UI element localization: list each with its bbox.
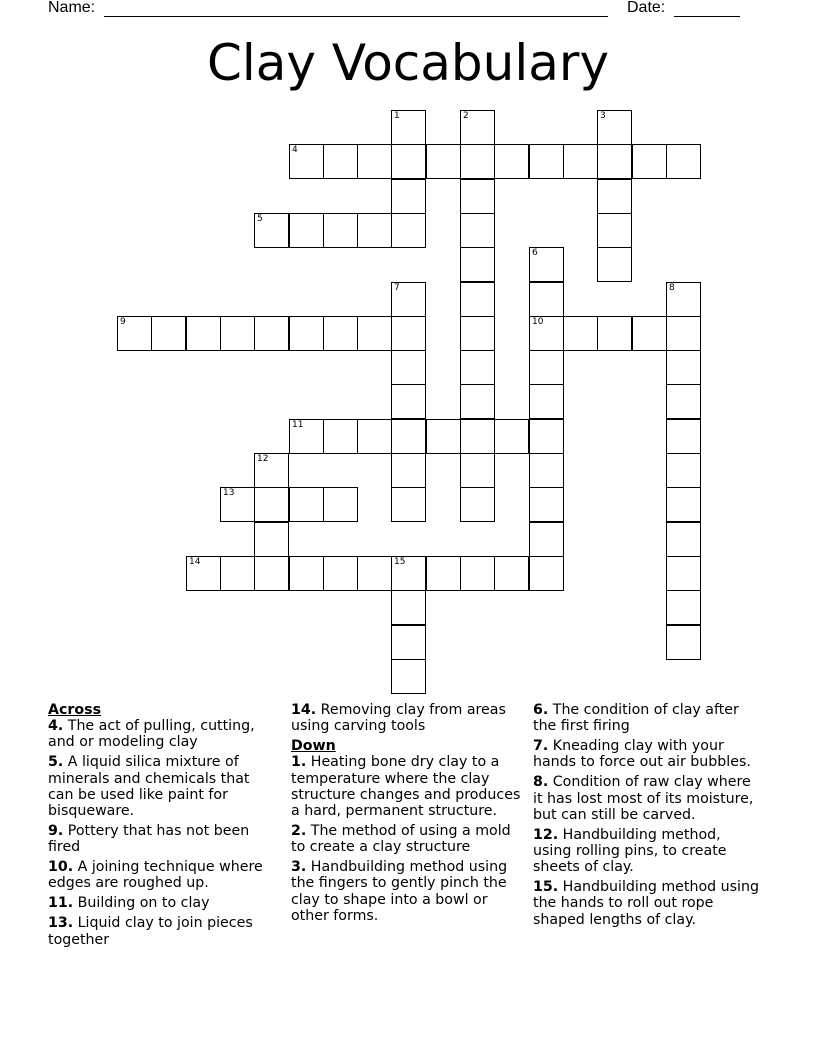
grid-cell[interactable]: [529, 487, 564, 522]
cell-number: 12: [257, 454, 269, 464]
grid-cell[interactable]: [632, 316, 667, 351]
cell-number: 11: [292, 420, 304, 430]
clue-number: 15.: [533, 879, 559, 896]
grid-cell[interactable]: [391, 659, 426, 694]
grid-cell[interactable]: [289, 316, 324, 351]
cell-number: 10: [532, 317, 544, 327]
clue-number: 6.: [533, 702, 549, 718]
clue-number: 4.: [48, 718, 64, 735]
grid-cell[interactable]: [391, 556, 426, 591]
grid-cell[interactable]: [597, 316, 632, 351]
clue-text: Handbuilding method using the fingers to gently pinch the clay to shape into a bowl or other forms.: [291, 859, 508, 924]
across-heading: Across: [48, 702, 102, 718]
clue-text: Condition of raw clay where it has lost most of its moisture, but can still be carved.: [533, 774, 754, 823]
grid-cell[interactable]: [151, 316, 186, 351]
grid-cell[interactable]: [666, 522, 701, 557]
grid-cell[interactable]: [391, 419, 426, 454]
grid-cell[interactable]: [529, 384, 564, 419]
grid-cell[interactable]: [666, 590, 701, 625]
clue-item: [533, 774, 763, 823]
grid-cell[interactable]: [254, 487, 289, 522]
clue-text: Kneading clay with your hands to force out air bubbles.: [533, 738, 751, 771]
clue-item: [533, 702, 763, 734]
grid-cell[interactable]: [220, 316, 255, 351]
grid-cell[interactable]: [529, 522, 564, 557]
clue-number: 13.: [48, 915, 74, 932]
grid-cell[interactable]: [289, 144, 324, 179]
grid-cell[interactable]: [632, 144, 667, 179]
grid-cell[interactable]: [529, 350, 564, 385]
grid-cell[interactable]: [289, 487, 324, 522]
clue-item: [48, 823, 278, 855]
grid-cell[interactable]: [357, 213, 392, 248]
clue-number: 8.: [533, 774, 549, 791]
clue-text: Liquid clay to join pieces together: [48, 915, 253, 948]
cell-number: 7: [394, 283, 400, 293]
grid-cell[interactable]: [426, 419, 461, 454]
cell-number: 3: [600, 111, 606, 121]
clues-column-1: [48, 702, 278, 952]
grid-cell[interactable]: [391, 350, 426, 385]
across-clue-list: [48, 718, 278, 948]
clue-number: 3.: [291, 859, 307, 876]
clue-text: Removing clay from areas using carving tools: [291, 702, 506, 735]
clue-text: Heating bone dry clay to a temperature where the clay structure changes and produces a hard, permanent structure.: [291, 754, 521, 820]
grid-cell[interactable]: [254, 453, 289, 488]
cell-number: 8: [669, 283, 675, 293]
down-heading: Down: [291, 738, 336, 755]
grid-cell[interactable]: [494, 556, 529, 591]
clue-number: 12.: [533, 826, 559, 843]
cell-number: 4: [292, 145, 298, 155]
clue-text: The method of using a mold to create a clay structure: [291, 823, 511, 856]
clue-number: 2.: [291, 823, 307, 840]
grid-cell[interactable]: [597, 213, 632, 248]
clue-item: [291, 702, 521, 734]
clue-item: [48, 754, 278, 819]
grid-cell[interactable]: [220, 487, 255, 522]
grid-cell[interactable]: [666, 625, 701, 660]
grid-cell[interactable]: [391, 487, 426, 522]
grid-cell[interactable]: [460, 316, 495, 351]
clue-number: 7.: [533, 738, 549, 755]
clue-text: The condition of clay after the first firing: [533, 702, 739, 735]
grid-cell[interactable]: [391, 179, 426, 214]
clue-item: [48, 895, 278, 911]
grid-cell[interactable]: [391, 453, 426, 488]
grid-cell[interactable]: [666, 556, 701, 591]
grid-cell[interactable]: [254, 522, 289, 557]
clue-number: 10.: [48, 859, 74, 876]
grid-cell[interactable]: [529, 556, 564, 591]
grid-cell[interactable]: [391, 282, 426, 317]
cell-number: 6: [532, 248, 538, 258]
grid-cell[interactable]: [289, 556, 324, 591]
grid-cell[interactable]: [460, 350, 495, 385]
grid-cell[interactable]: [563, 316, 598, 351]
clues-column-3: [533, 702, 763, 932]
grid-cell[interactable]: [357, 419, 392, 454]
grid-cell[interactable]: [597, 247, 632, 282]
clue-item: [48, 718, 278, 750]
grid-cell[interactable]: [666, 419, 701, 454]
grid-cell[interactable]: [391, 625, 426, 660]
grid-cell[interactable]: [529, 144, 564, 179]
clue-item: [291, 754, 521, 819]
page-title: Clay Vocabulary: [206, 34, 610, 92]
clue-number: 9.: [48, 823, 64, 840]
grid-cell[interactable]: [220, 556, 255, 591]
grid-cell[interactable]: [323, 487, 358, 522]
grid-cell[interactable]: [529, 316, 564, 351]
grid-cell[interactable]: [186, 556, 221, 591]
grid-cell[interactable]: [529, 247, 564, 282]
grid-cell[interactable]: [460, 110, 495, 145]
clue-item: [291, 859, 521, 924]
grid-cell[interactable]: [529, 453, 564, 488]
grid-cell[interactable]: [460, 144, 495, 179]
grid-cell[interactable]: [323, 419, 358, 454]
grid-cell[interactable]: [391, 110, 426, 145]
grid-cell[interactable]: [666, 487, 701, 522]
grid-cell[interactable]: [117, 316, 152, 351]
clue-text: The act of pulling, cutting, and or modeling clay: [48, 718, 255, 751]
grid-cell[interactable]: [460, 384, 495, 419]
grid-cell[interactable]: [391, 590, 426, 625]
grid-cell[interactable]: [597, 144, 632, 179]
clues-column-2: [291, 702, 521, 928]
grid-cell[interactable]: [666, 316, 701, 351]
clue-item: [533, 827, 763, 876]
clue-number: 14.: [291, 702, 317, 718]
down-clue-list-continued: [533, 702, 763, 928]
clue-item: [48, 859, 278, 891]
down-clue-list: [291, 754, 521, 924]
clue-number: 11.: [48, 895, 74, 912]
grid-cell[interactable]: [426, 556, 461, 591]
grid-cell[interactable]: [289, 213, 324, 248]
grid-cell[interactable]: [357, 144, 392, 179]
clue-item: [533, 738, 763, 770]
grid-cell[interactable]: [666, 282, 701, 317]
grid-cell[interactable]: [391, 144, 426, 179]
grid-cell[interactable]: [529, 282, 564, 317]
grid-cell[interactable]: [460, 487, 495, 522]
clue-item: [533, 879, 763, 928]
grid-cell[interactable]: [254, 316, 289, 351]
date-label: Date:: [627, 0, 666, 16]
grid-cell[interactable]: [460, 213, 495, 248]
grid-cell[interactable]: [666, 144, 701, 179]
grid-cell[interactable]: [323, 213, 358, 248]
grid-cell[interactable]: [460, 453, 495, 488]
grid-cell[interactable]: [460, 419, 495, 454]
grid-cell[interactable]: [426, 144, 461, 179]
cell-number: 13: [223, 488, 235, 498]
grid-cell[interactable]: [563, 144, 598, 179]
clue-item: [291, 823, 521, 855]
clue-text: A liquid silica mixture of minerals and chemicals that can be used like paint for bisqueware.: [48, 754, 250, 820]
grid-cell[interactable]: [391, 316, 426, 351]
clue-number: 1.: [291, 754, 307, 771]
grid-cell[interactable]: [186, 316, 221, 351]
grid-cell[interactable]: [357, 316, 392, 351]
grid-cell[interactable]: [494, 144, 529, 179]
grid-cell[interactable]: [357, 556, 392, 591]
grid-cell[interactable]: [323, 556, 358, 591]
grid-cell[interactable]: [666, 350, 701, 385]
grid-cell[interactable]: [323, 144, 358, 179]
grid-cell[interactable]: [391, 384, 426, 419]
cell-number: 5: [257, 214, 263, 224]
cell-number: 2: [463, 111, 469, 121]
cell-number: 14: [189, 557, 201, 567]
clue-number: 5.: [48, 754, 64, 771]
cell-number: 9: [120, 317, 126, 327]
clue-text: Handbuilding method, using rolling pins, to create sheets of clay.: [533, 826, 727, 876]
clue-text: Building on to clay: [73, 895, 210, 912]
grid-cell[interactable]: [391, 213, 426, 248]
clue-item: [48, 915, 278, 947]
name-label: Name:: [48, 0, 96, 16]
grid-cell[interactable]: [460, 247, 495, 282]
cell-number: 1: [394, 111, 400, 121]
clue-text: Pottery that has not been fired: [48, 823, 250, 856]
grid-cell[interactable]: [460, 179, 495, 214]
grid-cell[interactable]: [666, 384, 701, 419]
clue-text: Handbuilding method using the hands to roll out rope shaped lengths of clay.: [533, 879, 759, 928]
grid-cell[interactable]: [597, 179, 632, 214]
grid-cell[interactable]: [460, 282, 495, 317]
across-clue-list-continued: [291, 702, 521, 734]
grid-cell[interactable]: [254, 556, 289, 591]
grid-cell[interactable]: [597, 110, 632, 145]
grid-cell[interactable]: [460, 556, 495, 591]
grid-cell[interactable]: [529, 419, 564, 454]
cell-number: 15: [394, 557, 406, 567]
grid-cell[interactable]: [289, 419, 324, 454]
grid-cell[interactable]: [254, 213, 289, 248]
clue-text: A joining technique where edges are roughed up.: [48, 859, 263, 892]
grid-cell[interactable]: [323, 316, 358, 351]
grid-cell[interactable]: [666, 453, 701, 488]
grid-cell[interactable]: [494, 419, 529, 454]
